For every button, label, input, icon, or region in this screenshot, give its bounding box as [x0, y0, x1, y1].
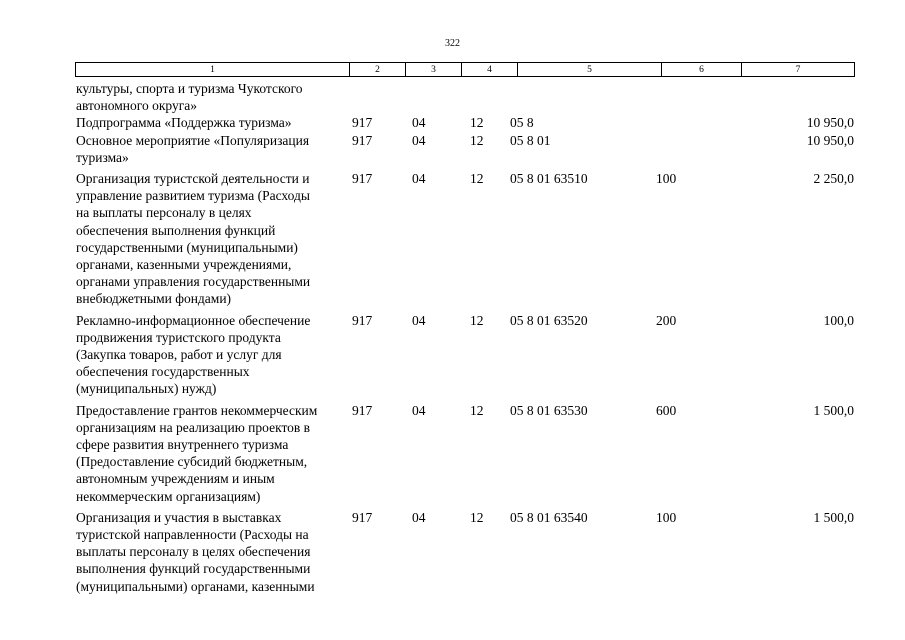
table-row: [75, 170, 855, 308]
admin-code-cell: 917: [352, 402, 373, 418]
admin-code-cell: 917: [352, 115, 373, 131]
header-cell-4: 4: [462, 63, 518, 77]
amount-cell: 2 250,0: [813, 171, 854, 187]
admin-code-cell: 917: [352, 171, 373, 187]
header-cell-6: 6: [662, 63, 742, 77]
amount-cell: 10 950,0: [806, 115, 854, 131]
page-number: 322: [445, 38, 460, 49]
budget-table-body: [75, 80, 855, 595]
target-article-cell: 05 8 01 63530: [510, 402, 588, 418]
subsection-code-cell: 12: [470, 132, 484, 148]
amount-cell: 1 500,0: [813, 402, 854, 418]
row-name-cell: Рекламно-информационное обеспечение продвижения туристского продукта (Закупка товаров, работ и услуг для обеспечения государственных (муниципальных) нужд): [76, 312, 311, 397]
amount-cell: 100,0: [823, 312, 854, 328]
table-row: [75, 114, 855, 131]
row-name-cell: Организация туристской деятельности и управление развитием туризма (Расходы на выплаты персоналу в целях обеспечения выполнения функций государственными (муниципальными) органами, казенными учреждениями, органами управления государственными внебюджетными фондами): [76, 171, 311, 307]
row-name-cell: Организация и участия в выставках туристской направленности (Расходы на выплаты персоналу в целях обеспечения выполнения функций государственными (муниципальными) органами, казенными: [76, 509, 315, 594]
expense-type-cell: 100: [656, 509, 677, 525]
target-article-cell: 05 8: [510, 115, 534, 131]
header-cell-5: 5: [518, 63, 662, 77]
subsection-code-cell: 12: [470, 171, 484, 187]
admin-code-cell: 917: [352, 509, 373, 525]
subsection-code-cell: 12: [470, 509, 484, 525]
section-code-cell: 04: [412, 171, 426, 187]
admin-code-cell: 917: [352, 132, 373, 148]
table-row: [75, 132, 855, 166]
column-number-header: [75, 62, 855, 77]
row-name-cell: Основное мероприятие «Популяризация туризма»: [76, 132, 310, 165]
subsection-code-cell: 12: [470, 312, 484, 328]
expense-type-cell: 600: [656, 402, 677, 418]
header-cell-2: 2: [350, 63, 406, 77]
expense-type-cell: 100: [656, 171, 677, 187]
subsection-code-cell: 12: [470, 115, 484, 131]
target-article-cell: 05 8 01 63540: [510, 509, 588, 525]
target-article-cell: 05 8 01 63510: [510, 171, 588, 187]
amount-cell: 1 500,0: [813, 509, 854, 525]
section-code-cell: 04: [412, 402, 426, 418]
header-cell-3: 3: [406, 63, 462, 77]
section-code-cell: 04: [412, 509, 426, 525]
subsection-code-cell: 12: [470, 402, 484, 418]
section-code-cell: 04: [412, 132, 426, 148]
header-cell-1: 1: [76, 63, 350, 77]
section-code-cell: 04: [412, 115, 426, 131]
table-row: [75, 402, 855, 505]
table-row: [75, 80, 855, 114]
row-name-cell: Подпрограмма «Поддержка туризма»: [76, 115, 292, 131]
header-row: [76, 63, 855, 77]
row-name-cell: Предоставление грантов некоммерческим организациям на реализацию проектов в сфере развития внутреннего туризма (Предоставление субсидий бюджетным, автономным учреждениям и иным некоммерческим организациям): [76, 402, 318, 504]
expense-type-cell: 200: [656, 312, 677, 328]
admin-code-cell: 917: [352, 312, 373, 328]
table-row: [75, 312, 855, 398]
target-article-cell: 05 8 01 63520: [510, 312, 588, 328]
row-name-cell: культуры, спорта и туризма Чукотского автономного округа»: [76, 81, 303, 114]
table-row: [75, 509, 855, 595]
header-cell-7: 7: [742, 63, 855, 77]
section-code-cell: 04: [412, 312, 426, 328]
amount-cell: 10 950,0: [806, 132, 854, 148]
target-article-cell: 05 8 01: [510, 132, 551, 148]
